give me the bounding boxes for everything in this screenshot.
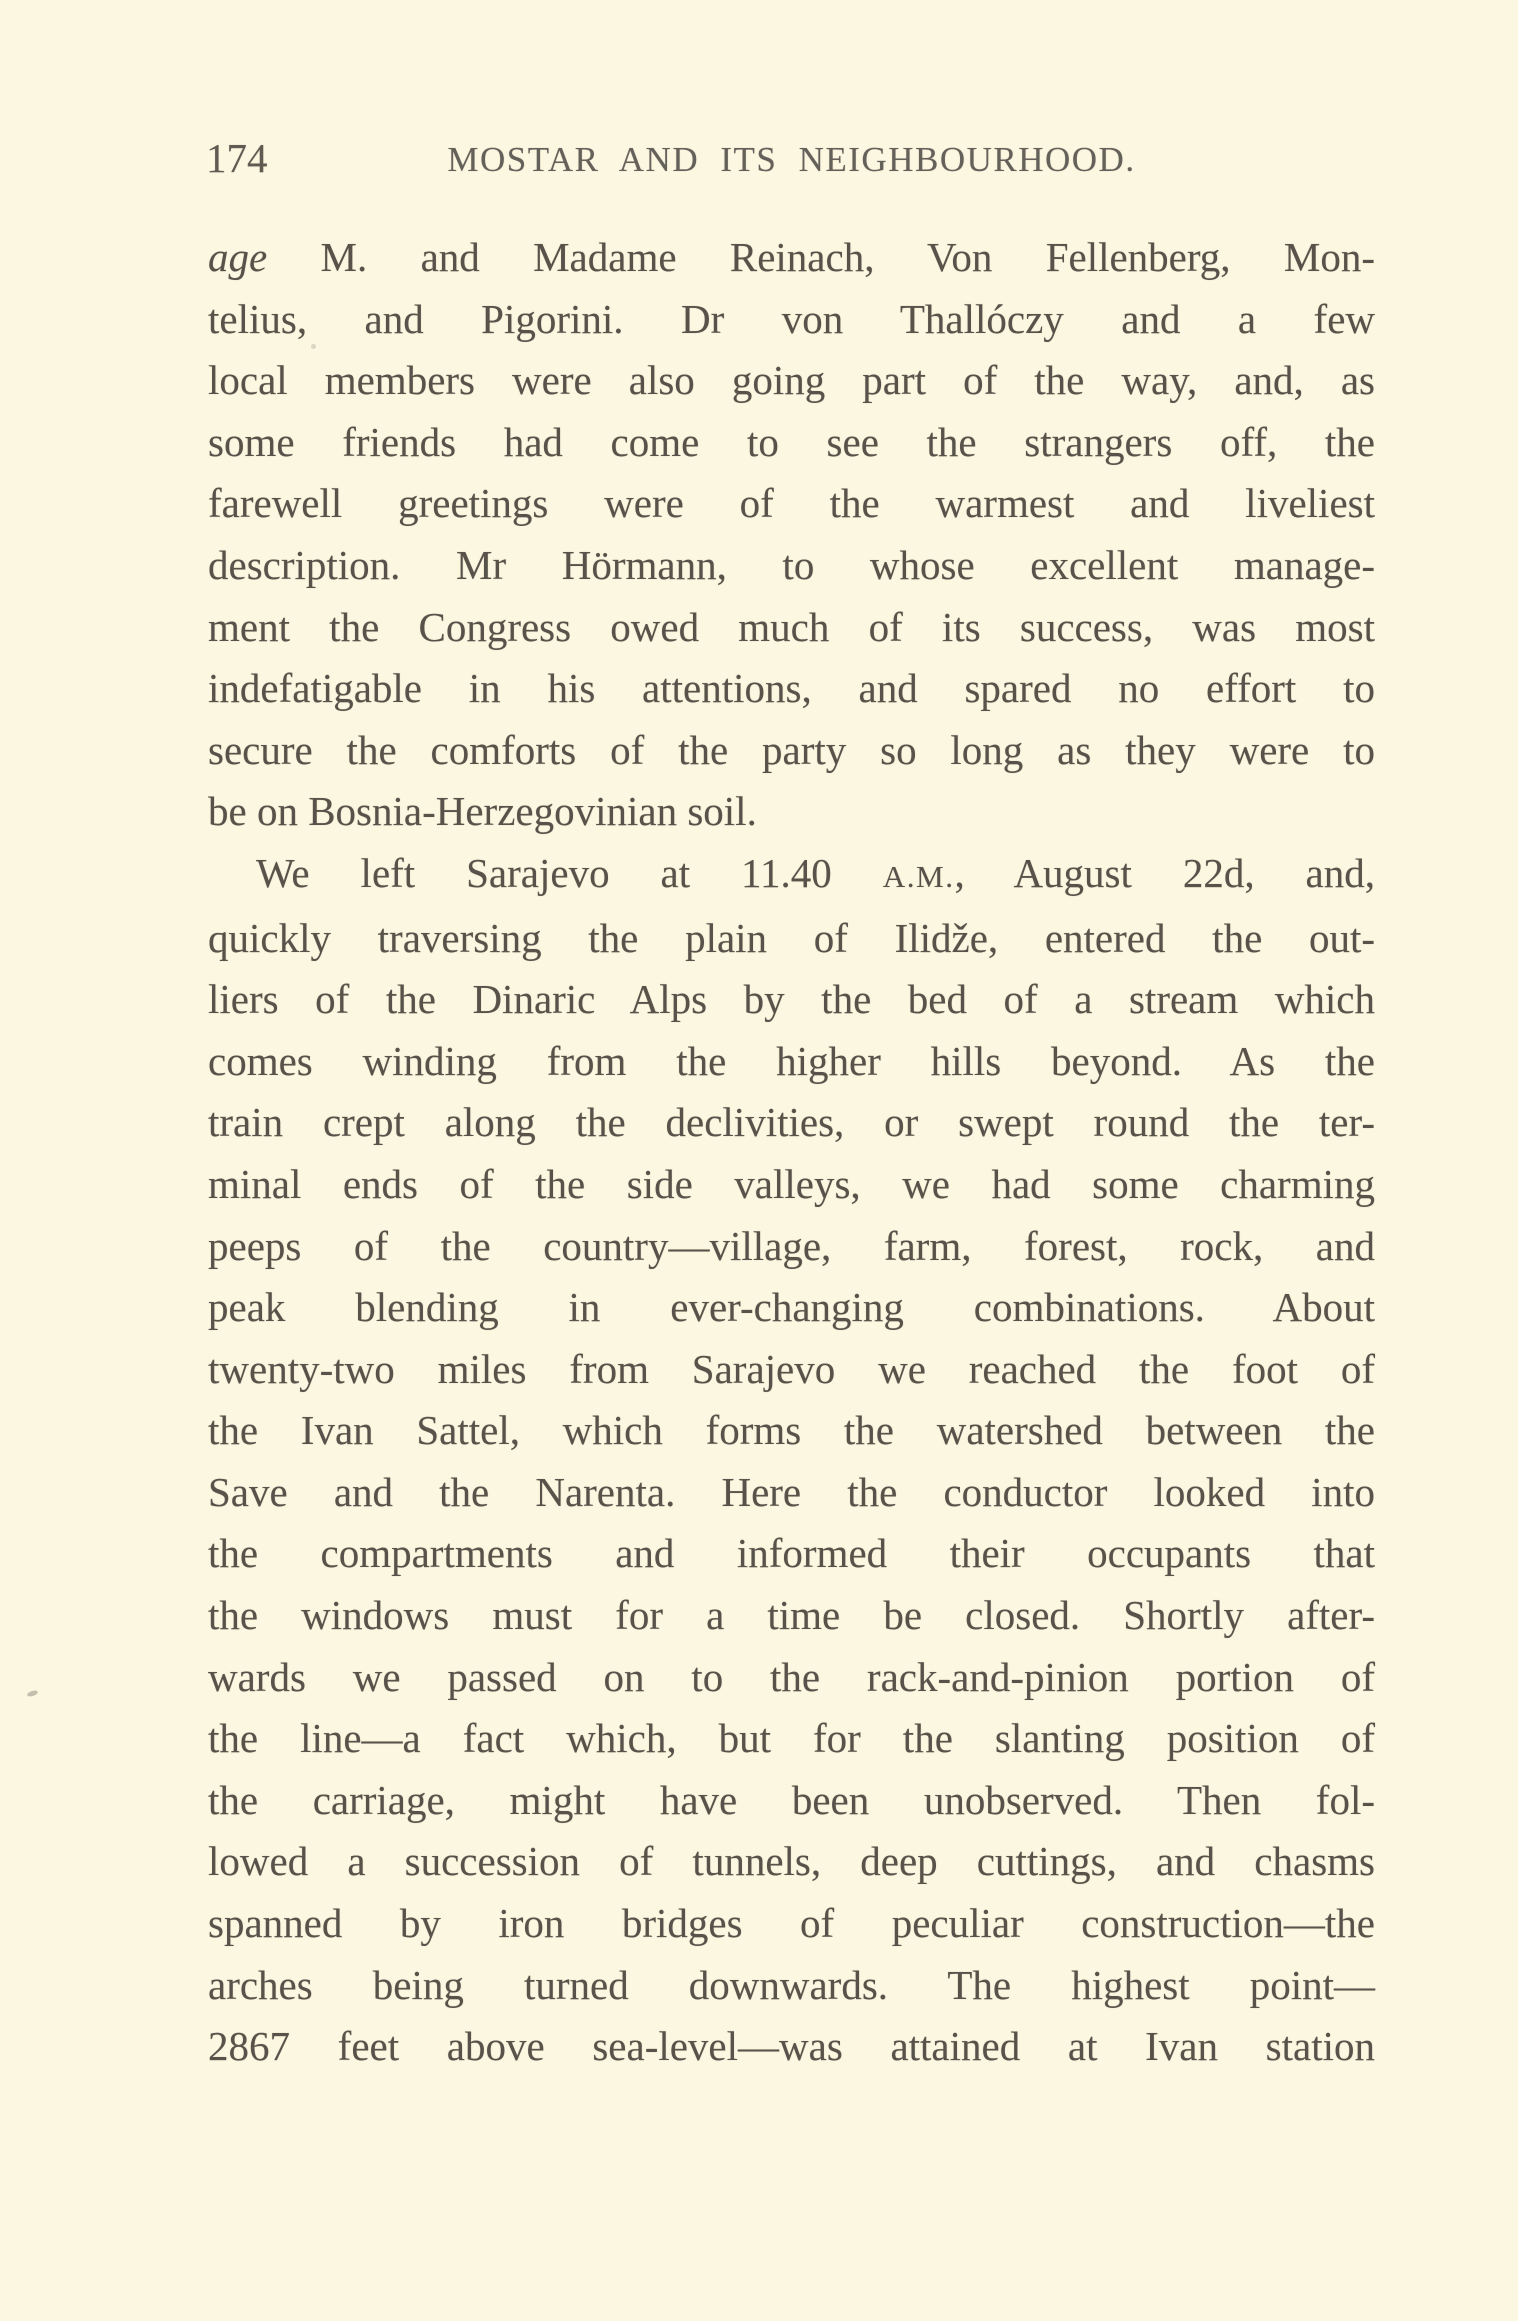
text-line: peeps of the country—village, farm, forest, rock, and (208, 1222, 1375, 1269)
text-line: description. Mr Hörmann, to whose excellent manage- (208, 541, 1375, 588)
text-line: We left Sarajevo at 11.40 A.M., August 22d, and, (256, 849, 1375, 896)
text-line: ment the Congress owed much of its success, was most (208, 603, 1375, 650)
text-line: Save and the Narenta. Here the conductor looked into (208, 1468, 1375, 1515)
body-text (208, 227, 1375, 2078)
text-line: the carriage, might have been unobserved. Then fol- (208, 1776, 1375, 1823)
text-line: quickly traversing the plain of Ilidže, entered the out- (208, 914, 1375, 961)
text-line: liers of the Dinaric Alps by the bed of a stream which (208, 976, 1375, 1023)
scan-speck (26, 1689, 38, 1697)
text-line: wards we passed on to the rack-and-pinion portion of (208, 1653, 1375, 1700)
text-line: peak blending in ever-changing combinations. About (208, 1284, 1375, 1331)
text-line: local members were also going part of the way, and, as (208, 357, 1375, 404)
page-number: 174 (206, 135, 268, 181)
text-line: the compartments and informed their occupants that (208, 1530, 1375, 1577)
text-line: telius, and Pigorini. Dr von Thallóczy and a few (208, 295, 1375, 342)
text-line: the line—a fact which, but for the slanting position of (208, 1715, 1375, 1762)
text-line: arches being turned downwards. The highest point— (208, 1961, 1375, 2008)
text-line: lowed a succession of tunnels, deep cuttings, and chasms (208, 1838, 1375, 1885)
text-line: secure the comforts of the party so long as they were to (208, 726, 1375, 773)
text-line: age M. and Madame Reinach, Von Fellenberg, Mon- (208, 234, 1375, 280)
text-line: indefatigable in his attentions, and spared no effort to (208, 665, 1375, 712)
text-line: some friends had come to see the strangers off, the (208, 418, 1375, 465)
text-line: minal ends of the side valleys, we had some charming (208, 1160, 1375, 1207)
text-line: twenty-two miles from Sarajevo we reached the foot of (208, 1345, 1375, 1392)
text-line: 2867 feet above sea-level—was attained at Ivan station (208, 2023, 1375, 2070)
running-header: MOSTAR AND ITS NEIGHBOURHOOD. (447, 140, 1136, 179)
text-line: comes winding from the higher hills beyond. As the (208, 1037, 1375, 1084)
text-line: spanned by iron bridges of peculiar construction—the (208, 1900, 1375, 1947)
text-line: the windows must for a time be closed. Shortly after- (208, 1592, 1375, 1639)
text-line: be on Bosnia-Herzegovinian soil. (208, 788, 757, 835)
text-line: farewell greetings were of the warmest and liveliest (208, 480, 1375, 527)
text-line: the Ivan Sattel, which forms the watershed between the (208, 1407, 1375, 1454)
scan-speck (311, 344, 316, 349)
text-line: train crept along the declivities, or swept round the ter- (208, 1099, 1375, 1146)
